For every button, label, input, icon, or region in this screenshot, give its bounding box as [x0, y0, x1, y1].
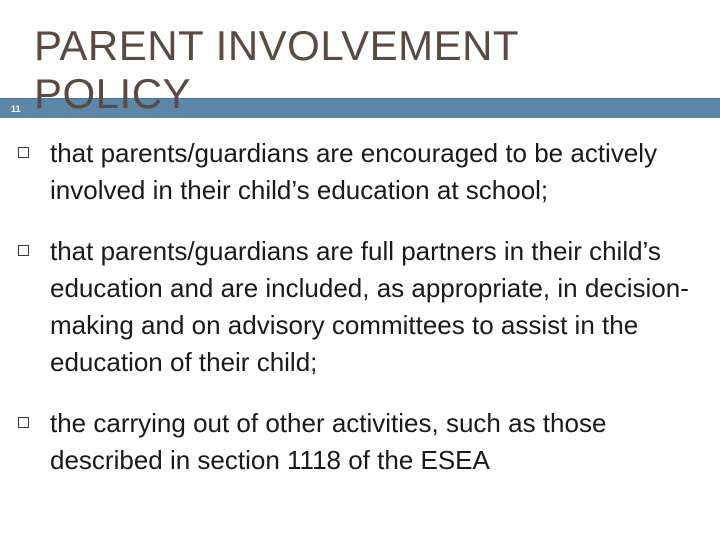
bullet-text: that parents/guardians are full partners in their child’s education and are included, as appropriate, in decision-making and on advisory committees to assist in the education of their child;: [50, 236, 689, 377]
list-item: [18, 405, 708, 479]
list-item: [18, 233, 708, 381]
hollow-square-bullet-icon: [18, 417, 29, 428]
list-item: [18, 135, 708, 209]
hollow-square-bullet-icon: [18, 245, 29, 256]
hollow-square-bullet-icon: [18, 147, 29, 158]
bullet-text: the carrying out of other activities, such as those described in section 1118 of the ESEA: [50, 408, 607, 475]
slide-number: 11: [11, 104, 21, 114]
bullet-list: [18, 135, 708, 503]
slide-title: PARENT INVOLVEMENT POLICY: [34, 22, 519, 117]
bullet-text: that parents/guardians are encouraged to be actively involved in their child’s education at school;: [50, 138, 658, 205]
